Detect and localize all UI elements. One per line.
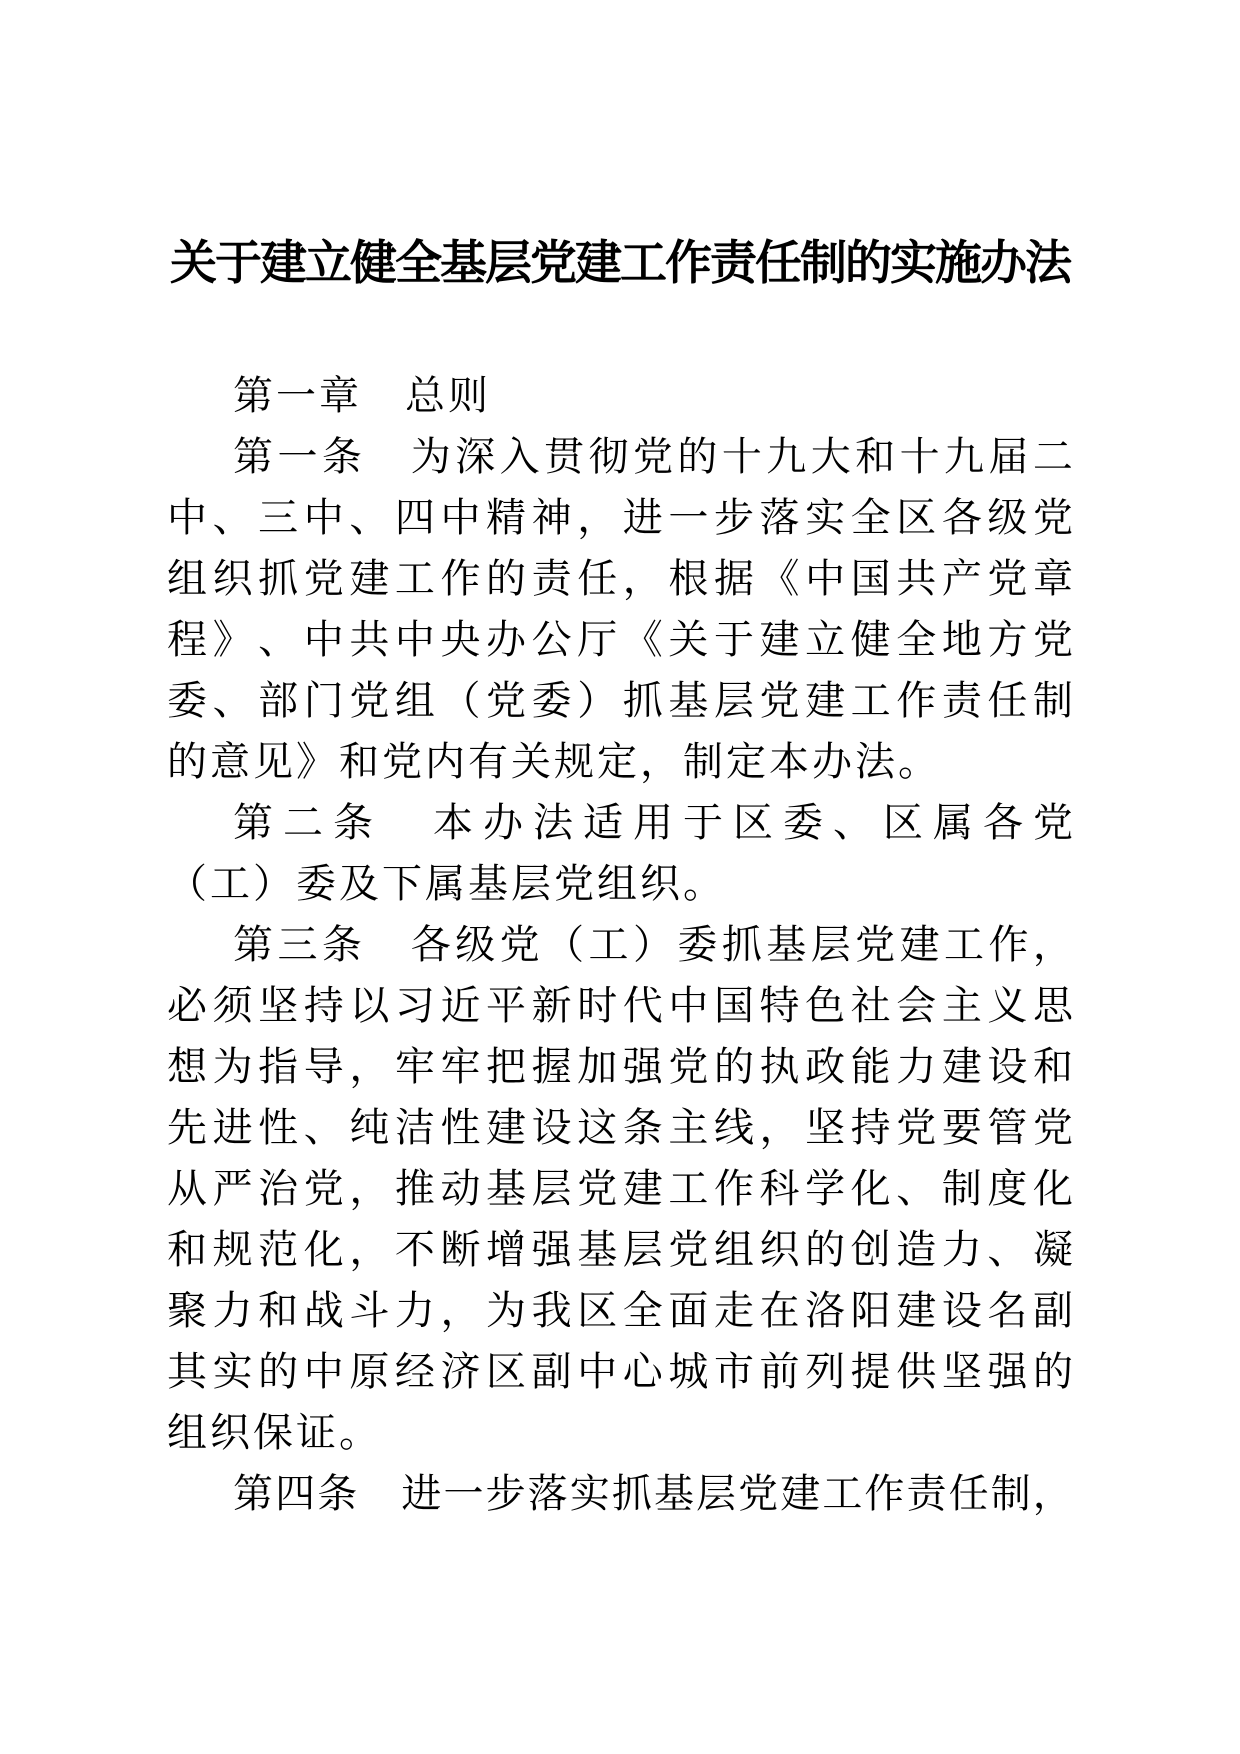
body-line: 想 为 指 导 ， 牢 牢 把 握 加 强 党 的 执 政 能 力 建 设 和	[167, 1045, 1073, 1089]
body-line: 和 规 范 化 ， 不 断 增 强 基 层 党 组 织 的 创 造 力 、 凝	[167, 1228, 1073, 1272]
body-line: 先 进 性 、 纯 洁 性 建 设 这 条 主 线 ， 坚 持 党 要 管 党	[167, 1106, 1073, 1150]
body-line: （工）委及下属基层党组织。	[167, 862, 726, 906]
body-line: 第一章 总则	[233, 374, 491, 418]
body-line: 第 四 条 进 一 步 落 实 抓 基 层 党 建 工 作 责 任 制 ，	[233, 1472, 1073, 1516]
body-line: 组 织 抓 党 建 工 作 的 责 任 ， 根 据 《 中 国 共 产 党 章	[167, 557, 1073, 601]
document-title: 关于建立健全基层党建工作责任制的实施办法	[170, 236, 1070, 289]
body-line: 第 二 条 本 办 法 适 用 于 区 委 、 区 属 各 党	[233, 801, 1073, 845]
body-line: 的意见》和党内有关规定，制定本办法。	[167, 740, 941, 784]
body-line: 组织保证。	[167, 1411, 382, 1455]
body-line: 第 三 条 各 级 党 （ 工 ） 委 抓 基 层 党 建 工 作 ，	[233, 923, 1073, 967]
body-line: 委 、 部 门 党 组 （ 党 委 ） 抓 基 层 党 建 工 作 责 任 制	[167, 679, 1073, 723]
body-line: 第 一 条 为 深 入 贯 彻 党 的 十 九 大 和 十 九 届 二	[233, 435, 1073, 479]
body-line: 程 》 、 中 共 中 央 办 公 厅 《 关 于 建 立 健 全 地 方 党	[167, 618, 1073, 662]
body-line: 其 实 的 中 原 经 济 区 副 中 心 城 市 前 列 提 供 坚 强 的	[167, 1350, 1073, 1394]
body-line: 必 须 坚 持 以 习 近 平 新 时 代 中 国 特 色 社 会 主 义 思	[167, 984, 1073, 1028]
body-line: 聚 力 和 战 斗 力 ， 为 我 区 全 面 走 在 洛 阳 建 设 名 副	[167, 1289, 1073, 1333]
body-line: 中 、 三 中 、 四 中 精 神 ， 进 一 步 落 实 全 区 各 级 党	[167, 496, 1073, 540]
document-body	[167, 366, 1073, 1525]
body-line: 从 严 治 党 ， 推 动 基 层 党 建 工 作 科 学 化 、 制 度 化	[167, 1167, 1073, 1211]
